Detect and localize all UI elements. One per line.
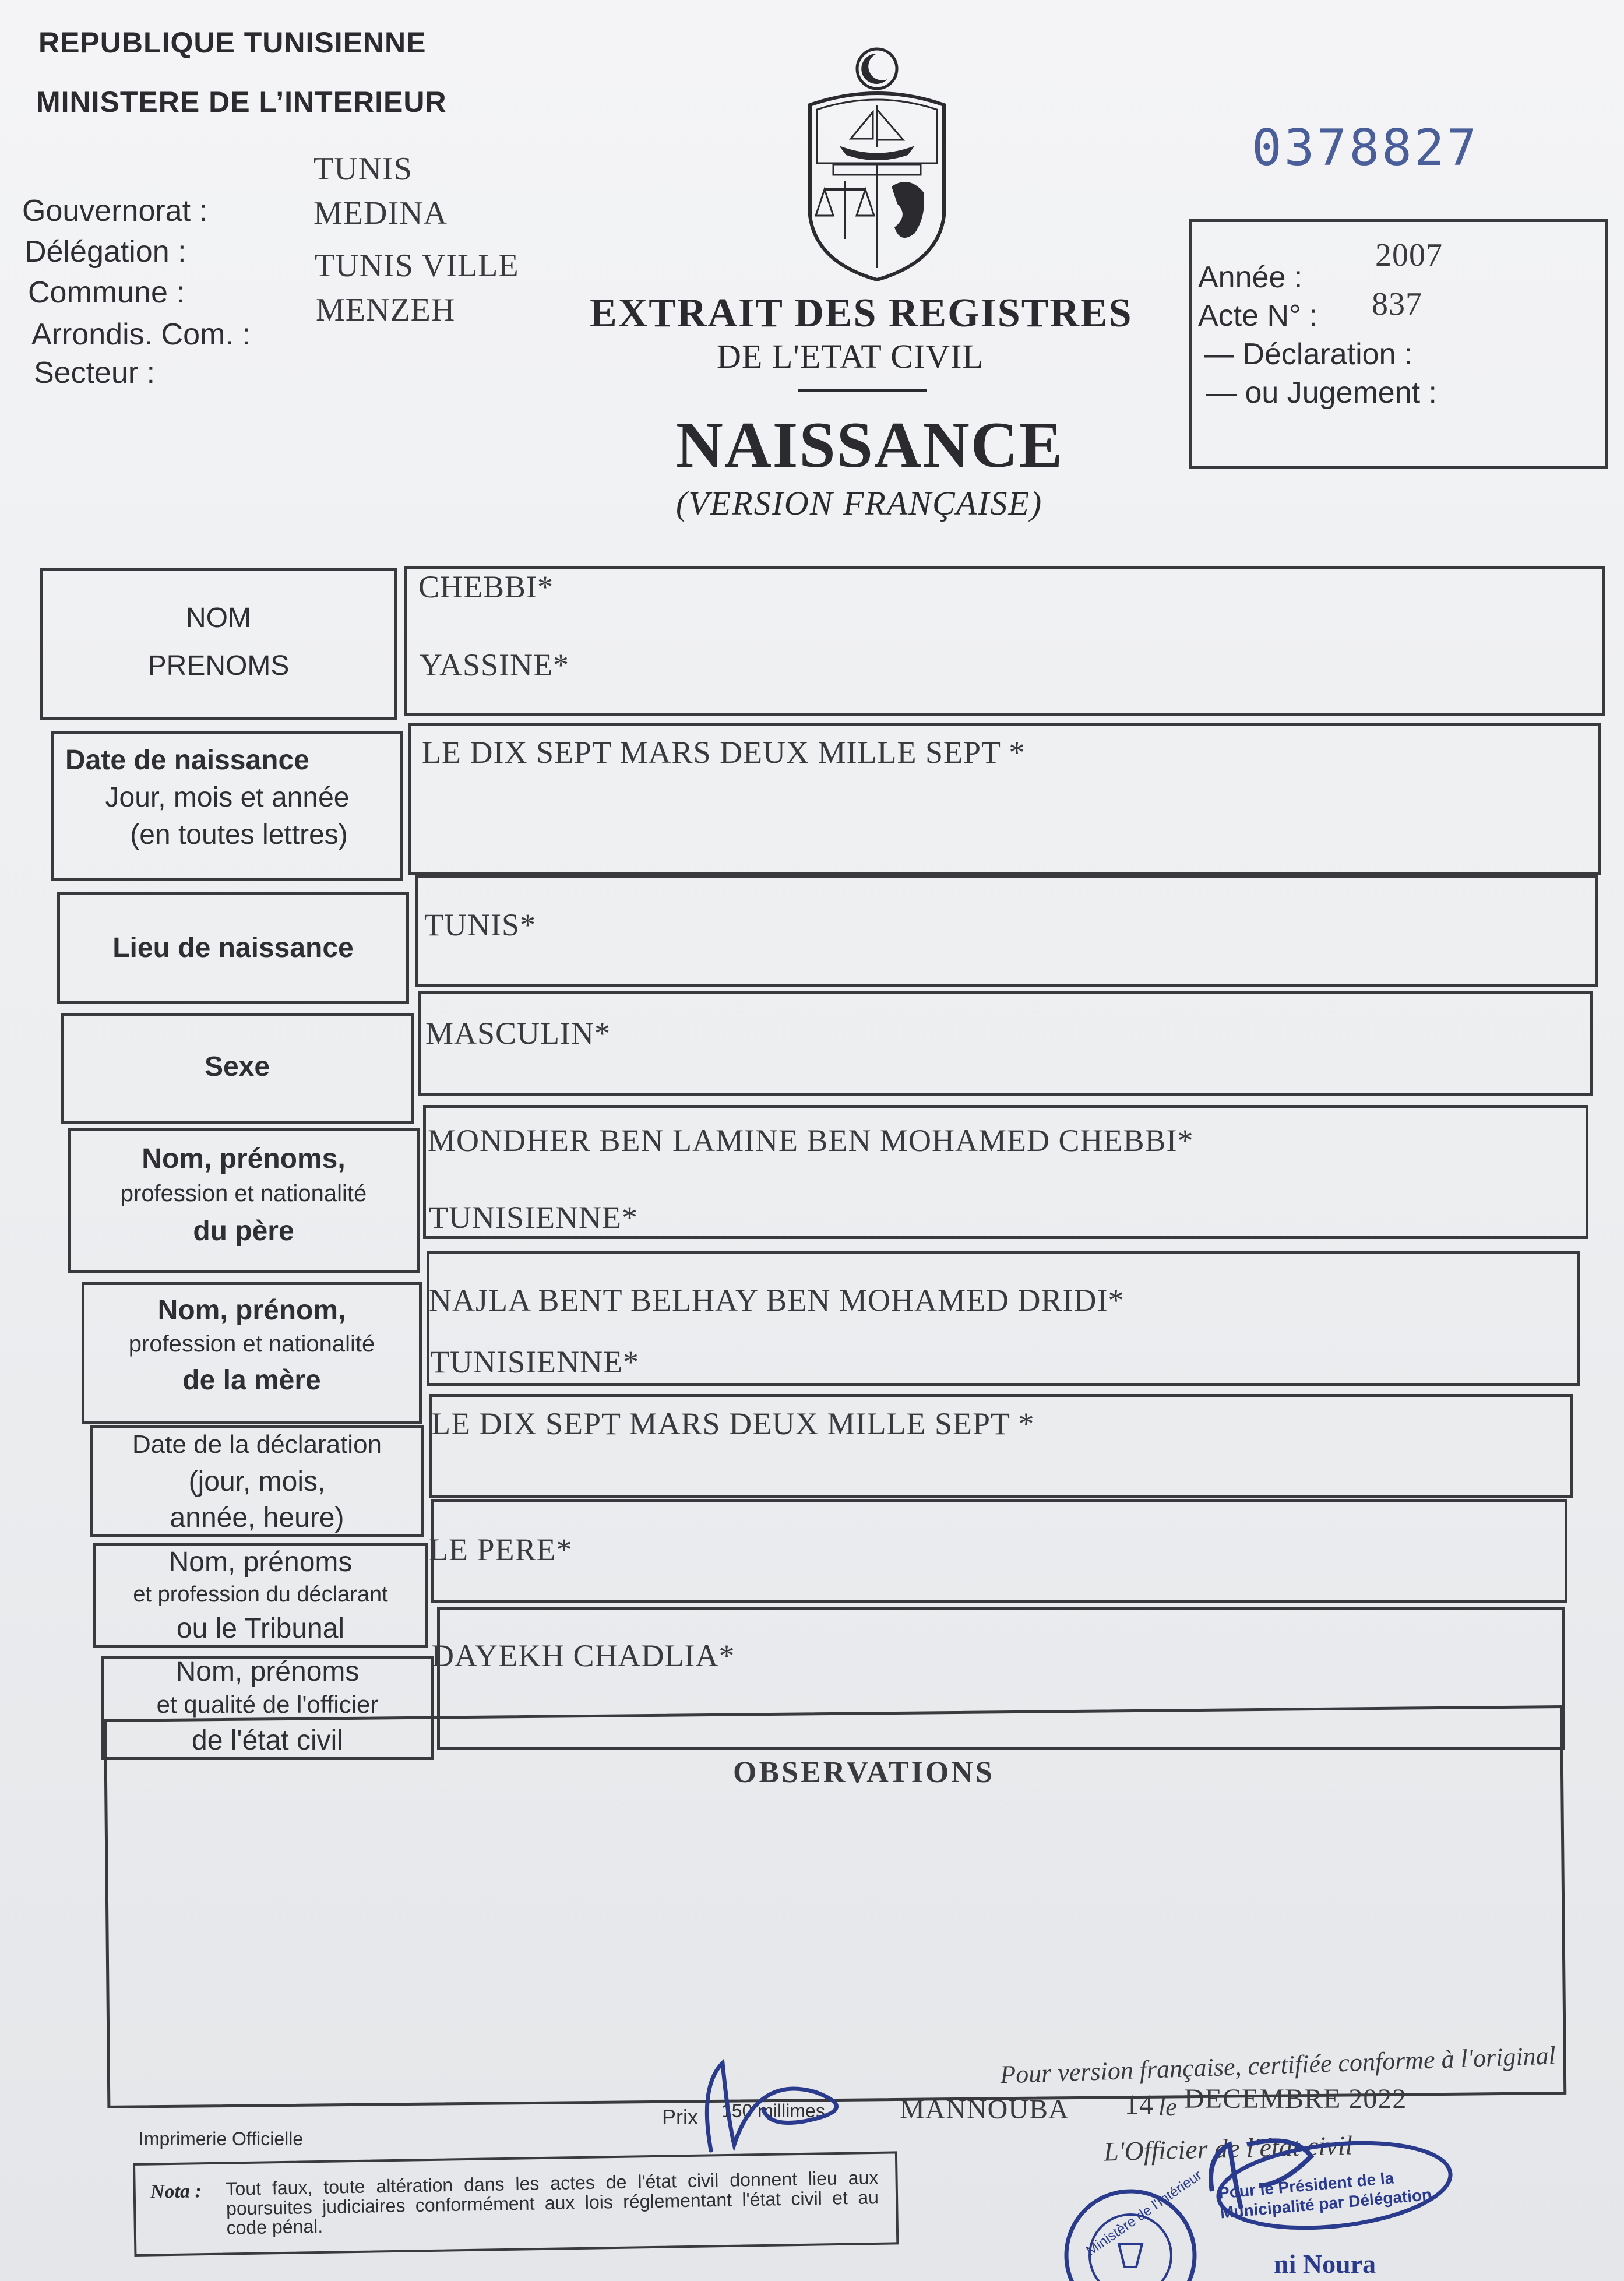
- prenoms-label: PRENOMS: [147, 650, 290, 681]
- declarant-sublabel: et profession du déclarant: [133, 1582, 388, 1607]
- date-naissance-value: LE DIX SEPT MARS DEUX MILLE SEPT *: [422, 735, 1026, 770]
- nom-value: CHEBBI*: [418, 569, 554, 604]
- annee-label: Année :: [1198, 261, 1303, 294]
- acte-number-value: 837: [1372, 286, 1422, 322]
- officier-label: Nom, prénoms: [175, 1656, 360, 1687]
- observations-title: OBSERVATIONS: [733, 1756, 995, 1789]
- title-divider: [798, 389, 927, 392]
- pere-value: MONDHER BEN LAMINE BEN MOHAMED CHEBBI*: [428, 1123, 1194, 1158]
- declaration-label: — Déclaration :: [1204, 337, 1413, 371]
- declaration-date-value: LE DIX SEPT MARS DEUX MILLE SEPT *: [431, 1406, 1035, 1441]
- day-value: 14: [1125, 2089, 1154, 2120]
- location-top-value: TUNIS: [313, 151, 413, 187]
- prenoms-value: YASSINE*: [420, 647, 570, 682]
- stamp-text: Pour le Président de la Municipalité par Délégation: [1217, 2169, 1433, 2222]
- delegation-label: Délégation :: [24, 235, 186, 269]
- prix-value: 150 millimes: [721, 2100, 825, 2121]
- jugement-label: — ou Jugement :: [1206, 376, 1437, 410]
- acte-number-label: Acte N° :: [1198, 299, 1318, 333]
- nota-text: Tout faux, toute altération dans les actes de l'état civil donnent lieu aux poursuites judiciaires conformément aux lois réglementant l'état civil et au code pénal.: [226, 2167, 879, 2238]
- signer-name: ni Noura: [1274, 2249, 1376, 2279]
- sexe-label: Sexe: [204, 1051, 270, 1082]
- city-value: MANNOUBA: [900, 2094, 1069, 2125]
- declarant-value: LE PERE*: [429, 1532, 573, 1567]
- mere-sublabel: profession et nationalité: [128, 1331, 375, 1357]
- mere-nationality-value: TUNISIENNE*: [430, 1344, 639, 1379]
- officier-sublabel2: de l'état civil: [192, 1725, 343, 1756]
- lieu-value-cell: [415, 875, 1598, 987]
- nom-value-cell: [404, 566, 1605, 716]
- prix-label: Prix: [662, 2105, 698, 2129]
- month-year-value: DECEMBRE 2022: [1184, 2083, 1407, 2114]
- secteur-label: Secteur :: [34, 356, 156, 390]
- officier-sublabel: et qualité de l'officier: [156, 1691, 379, 1718]
- mere-label: Nom, prénom,: [157, 1295, 346, 1326]
- pere-sublabel2: du père: [193, 1216, 294, 1247]
- republic-heading: REPUBLIQUE TUNISIENNE: [38, 26, 427, 59]
- date-naissance-sublabel2: (en toutes lettres): [130, 819, 348, 850]
- declaration-date-sublabel: (jour, mois,: [188, 1466, 326, 1497]
- annee-value: 2007: [1375, 237, 1443, 273]
- arrondissement-label: Arrondis. Com. :: [31, 318, 251, 351]
- date-naissance-label: Date de naissance: [65, 745, 309, 776]
- ministry-heading: MINISTERE DE L’INTERIEUR: [36, 86, 447, 118]
- nom-label-cell: [40, 568, 397, 720]
- nota-label: Nota :: [150, 2180, 202, 2203]
- declaration-date-sublabel2: année, heure): [170, 1502, 344, 1533]
- gouvernorat-value: MEDINA: [313, 195, 448, 231]
- certification-text: Pour version française, certifiée conforme à l'original: [999, 2041, 1556, 2089]
- signature-scribble: [688, 2051, 874, 2168]
- pere-sublabel: profession et nationalité: [120, 1181, 367, 1206]
- le-word: le: [1158, 2093, 1177, 2121]
- gouvernorat-label: Gouvernorat :: [22, 194, 207, 228]
- coat-of-arms-emblem: [798, 41, 956, 286]
- commune-value: MENZEH: [316, 292, 456, 328]
- declaration-date-label: Date de la déclaration: [132, 1430, 382, 1459]
- declarant-label: Nom, prénoms: [168, 1547, 353, 1578]
- imprimerie-label: Imprimerie Officielle: [139, 2128, 304, 2149]
- date-naissance-sublabel: Jour, mois et année: [105, 782, 350, 813]
- declarant-sublabel2: ou le Tribunal: [176, 1613, 345, 1644]
- title-version: (VERSION FRANÇAISE): [676, 484, 1043, 522]
- officer-title: L'Officier de l'état civil: [1103, 2130, 1353, 2167]
- mere-sublabel2: de la mère: [182, 1365, 321, 1396]
- serial-number: 0378827: [1252, 119, 1479, 177]
- pere-label: Nom, prénoms,: [142, 1143, 346, 1174]
- title-extrait: EXTRAIT DES REGISTRES: [590, 291, 1133, 336]
- mere-value: NAJLA BENT BELHAY BEN MOHAMED DRIDI*: [429, 1283, 1125, 1318]
- officier-value: DAYEKH CHADLIA*: [431, 1638, 735, 1673]
- lieu-label: Lieu de naissance: [112, 932, 354, 963]
- sexe-value: MASCULIN*: [425, 1016, 611, 1051]
- title-etat-civil: DE L'ETAT CIVIL: [717, 337, 984, 375]
- pere-nationality-value: TUNISIENNE*: [429, 1200, 638, 1235]
- declarant-value-cell: [431, 1499, 1567, 1603]
- lieu-value: TUNIS*: [424, 907, 536, 942]
- round-seal-text: Ministère de l'Intérieur: [1083, 2167, 1205, 2259]
- commune-label: Commune :: [28, 276, 185, 309]
- title-naissance: NAISSANCE: [676, 409, 1064, 481]
- delegation-value: TUNIS VILLE: [315, 248, 519, 284]
- nom-label: NOM: [186, 603, 251, 633]
